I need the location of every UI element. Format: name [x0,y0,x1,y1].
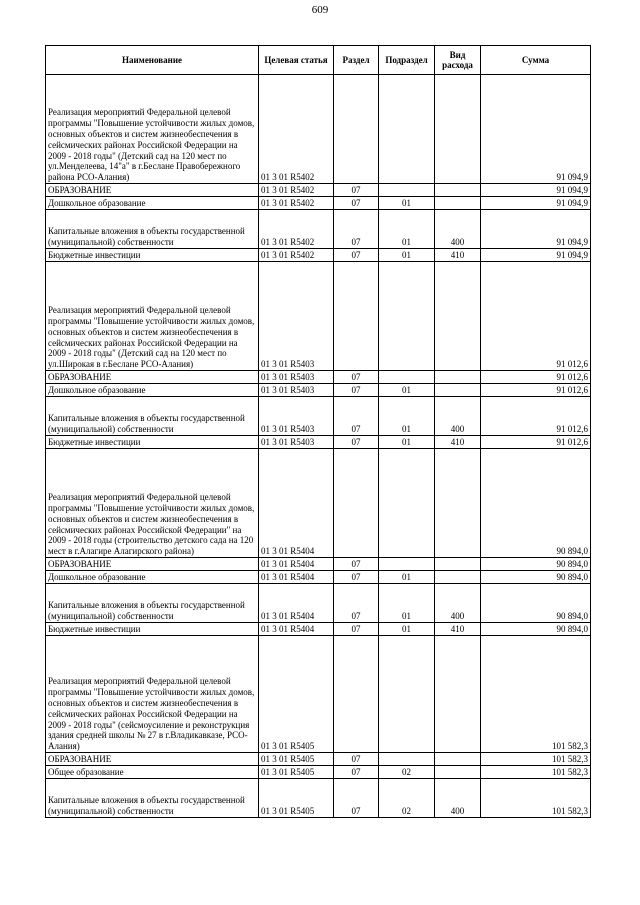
cell-sum: 101 582,3 [481,779,591,818]
table-row [46,449,591,558]
cell-subsection [379,753,435,766]
cell-name-container [46,397,259,436]
cell-name-container [46,210,259,249]
cell-name-container [46,197,259,210]
cell-target-code: 01 3 01 R5405 [259,766,334,779]
cell-name-container [46,753,259,766]
table-row [46,371,591,384]
cell-subsection: 01 [379,197,435,210]
table-row [46,779,591,818]
cell-name: Реализация мероприятий Федеральной целевой программы "Повышение устойчивости жилых домов, основных объектов и систем жизнеобеспечения в сейсмических районах Российской Федерации на 2009 - 2018 годы" (сейсмоусиление и реконструкция здания средней школы № 27 в г.Владикавказе, РСО-Алания) [48,676,255,752]
cell-name: Бюджетные инвестиции [48,624,141,635]
cell-sum: 91 012,6 [481,397,591,436]
header-sum: Сумма [481,46,591,75]
cell-name: Капитальные вложения в объекты государственной (муниципальной) собственности [48,226,245,248]
cell-expense-type [435,262,481,371]
cell-name-container [46,636,259,753]
cell-subsection [379,184,435,197]
cell-section [334,262,379,371]
cell-sum: 101 582,3 [481,753,591,766]
table-row [46,75,591,184]
cell-name: Капитальные вложения в объекты государственной (муниципальной) собственности [48,600,245,622]
cell-subsection: 01 [379,384,435,397]
cell-name-container [46,571,259,584]
table-body [46,75,591,818]
cell-subsection: 01 [379,436,435,449]
table-row [46,584,591,623]
cell-section: 07 [334,371,379,384]
cell-subsection [379,449,435,558]
cell-sum: 101 582,3 [481,766,591,779]
table-row [46,623,591,636]
cell-target-code: 01 3 01 R5404 [259,623,334,636]
table-row [46,766,591,779]
header-expense-type: Вид расхода [435,46,481,75]
cell-name: Общее образование [48,767,124,778]
cell-section: 07 [334,753,379,766]
cell-name: Капитальные вложения в объекты государственной (муниципальной) собственности [48,795,245,817]
page-number: 609 [311,4,329,16]
cell-sum: 90 894,0 [481,571,591,584]
cell-sum: 91 094,9 [481,210,591,249]
cell-subsection: 01 [379,571,435,584]
cell-expense-type [435,449,481,558]
cell-subsection: 01 [379,249,435,262]
cell-name: Реализация мероприятий Федеральной целевой программы "Повышение устойчивости жилых домов, основных объектов и систем жизнеобеспечения в сейсмических районах Российской Федерации" на 2009 - 2018 годы (строительство детского сада на 120 мест в г.Алагире Алагирского района) [48,492,255,557]
cell-sum: 91 012,6 [481,371,591,384]
cell-subsection [379,262,435,371]
cell-subsection [379,558,435,571]
cell-expense-type: 410 [435,436,481,449]
cell-subsection [379,636,435,753]
header-subsection: Подраздел [379,46,435,75]
cell-name-container [46,558,259,571]
table-row [46,249,591,262]
cell-expense-type: 400 [435,779,481,818]
cell-section: 07 [334,384,379,397]
cell-target-code: 01 3 01 R5402 [259,197,334,210]
cell-sum: 91 012,6 [481,436,591,449]
cell-sum: 91 012,6 [481,384,591,397]
cell-name: Реализация мероприятий Федеральной целевой программы "Повышение устойчивости жилых домов, основных объектов и систем жизнеобеспечения в сейсмических районах Российской Федерации на 2009 - 2018 годы" (Детский сад на 120 мест по ул.Менделеева, 14"а" в г.Беслане Правобережного района РСО-Алания) [48,107,255,183]
cell-name-container [46,766,259,779]
cell-section: 07 [334,571,379,584]
cell-name-container [46,584,259,623]
table-row [46,436,591,449]
cell-name-container [46,384,259,397]
cell-name: ОБРАЗОВАНИЕ [48,372,112,383]
cell-section: 07 [334,584,379,623]
cell-name: ОБРАЗОВАНИЕ [48,754,112,765]
cell-name: Дошкольное образование [48,198,146,209]
cell-sum: 90 894,0 [481,623,591,636]
cell-name-container [46,779,259,818]
cell-sum: 91 094,9 [481,75,591,184]
budget-table [45,45,591,818]
cell-target-code: 01 3 01 R5402 [259,210,334,249]
cell-name: Бюджетные инвестиции [48,250,141,261]
cell-target-code: 01 3 01 R5402 [259,184,334,197]
table-row [46,636,591,753]
cell-name-container [46,262,259,371]
cell-name: ОБРАЗОВАНИЕ [48,185,112,196]
cell-name-container [46,449,259,558]
table-row [46,571,591,584]
cell-name-container [46,371,259,384]
cell-name-container [46,249,259,262]
cell-name: Дошкольное образование [48,385,146,396]
cell-section: 07 [334,197,379,210]
cell-target-code: 01 3 01 R5402 [259,75,334,184]
cell-section: 07 [334,397,379,436]
table-row [46,384,591,397]
cell-expense-type [435,558,481,571]
cell-target-code: 01 3 01 R5404 [259,449,334,558]
cell-target-code: 01 3 01 R5404 [259,558,334,571]
cell-section: 07 [334,210,379,249]
cell-sum: 101 582,3 [481,636,591,753]
cell-expense-type [435,766,481,779]
cell-subsection [379,371,435,384]
cell-target-code: 01 3 01 R5405 [259,636,334,753]
table-row [46,262,591,371]
cell-section [334,449,379,558]
cell-target-code: 01 3 01 R5403 [259,397,334,436]
cell-section: 07 [334,623,379,636]
cell-sum: 91 012,6 [481,262,591,371]
cell-expense-type: 400 [435,584,481,623]
cell-subsection: 02 [379,779,435,818]
cell-subsection: 02 [379,766,435,779]
cell-sum: 90 894,0 [481,449,591,558]
cell-target-code: 01 3 01 R5403 [259,262,334,371]
cell-section: 07 [334,249,379,262]
cell-target-code: 01 3 01 R5403 [259,436,334,449]
cell-sum: 91 094,9 [481,249,591,262]
cell-subsection: 01 [379,397,435,436]
table-row [46,197,591,210]
cell-expense-type [435,75,481,184]
cell-expense-type [435,636,481,753]
cell-sum: 90 894,0 [481,584,591,623]
header-target: Целевая статья [259,46,334,75]
table-row [46,210,591,249]
cell-name-container [46,184,259,197]
cell-section: 07 [334,779,379,818]
cell-subsection [379,75,435,184]
cell-expense-type: 410 [435,623,481,636]
cell-section [334,636,379,753]
header-name: Наименование [46,46,259,75]
cell-expense-type: 400 [435,397,481,436]
table-row [46,753,591,766]
cell-name: Дошкольное образование [48,572,146,583]
cell-expense-type [435,371,481,384]
header-row [46,46,591,75]
cell-target-code: 01 3 01 R5404 [259,584,334,623]
cell-name: ОБРАЗОВАНИЕ [48,559,112,570]
cell-target-code: 01 3 01 R5402 [259,249,334,262]
cell-sum: 90 894,0 [481,558,591,571]
cell-name-container [46,75,259,184]
cell-subsection: 01 [379,210,435,249]
header-section: Раздел [334,46,379,75]
cell-section: 07 [334,184,379,197]
cell-section: 07 [334,558,379,571]
cell-expense-type [435,753,481,766]
cell-expense-type [435,197,481,210]
cell-target-code: 01 3 01 R5403 [259,384,334,397]
table-row [46,558,591,571]
cell-section [334,75,379,184]
cell-section: 07 [334,766,379,779]
cell-subsection: 01 [379,584,435,623]
cell-name-container [46,623,259,636]
cell-name: Капитальные вложения в объекты государственной (муниципальной) собственности [48,413,245,435]
cell-target-code: 01 3 01 R5403 [259,371,334,384]
cell-expense-type [435,571,481,584]
cell-sum: 91 094,9 [481,184,591,197]
cell-subsection: 01 [379,623,435,636]
cell-section: 07 [334,436,379,449]
cell-expense-type [435,384,481,397]
table-row [46,184,591,197]
cell-target-code: 01 3 01 R5404 [259,571,334,584]
cell-name-container [46,436,259,449]
table-row [46,397,591,436]
cell-target-code: 01 3 01 R5405 [259,779,334,818]
cell-expense-type: 410 [435,249,481,262]
cell-target-code: 01 3 01 R5405 [259,753,334,766]
cell-name: Бюджетные инвестиции [48,437,141,448]
cell-name: Реализация мероприятий Федеральной целевой программы "Повышение устойчивости жилых домов, основных объектов и систем жизнеобеспечения в сейсмических районах Российской Федерации на 2009 - 2018 годы" (Детский сад на 120 мест по ул.Широкая в г.Беслане РСО-Алания) [48,305,255,370]
cell-expense-type: 400 [435,210,481,249]
cell-sum: 91 094,9 [481,197,591,210]
cell-expense-type [435,184,481,197]
